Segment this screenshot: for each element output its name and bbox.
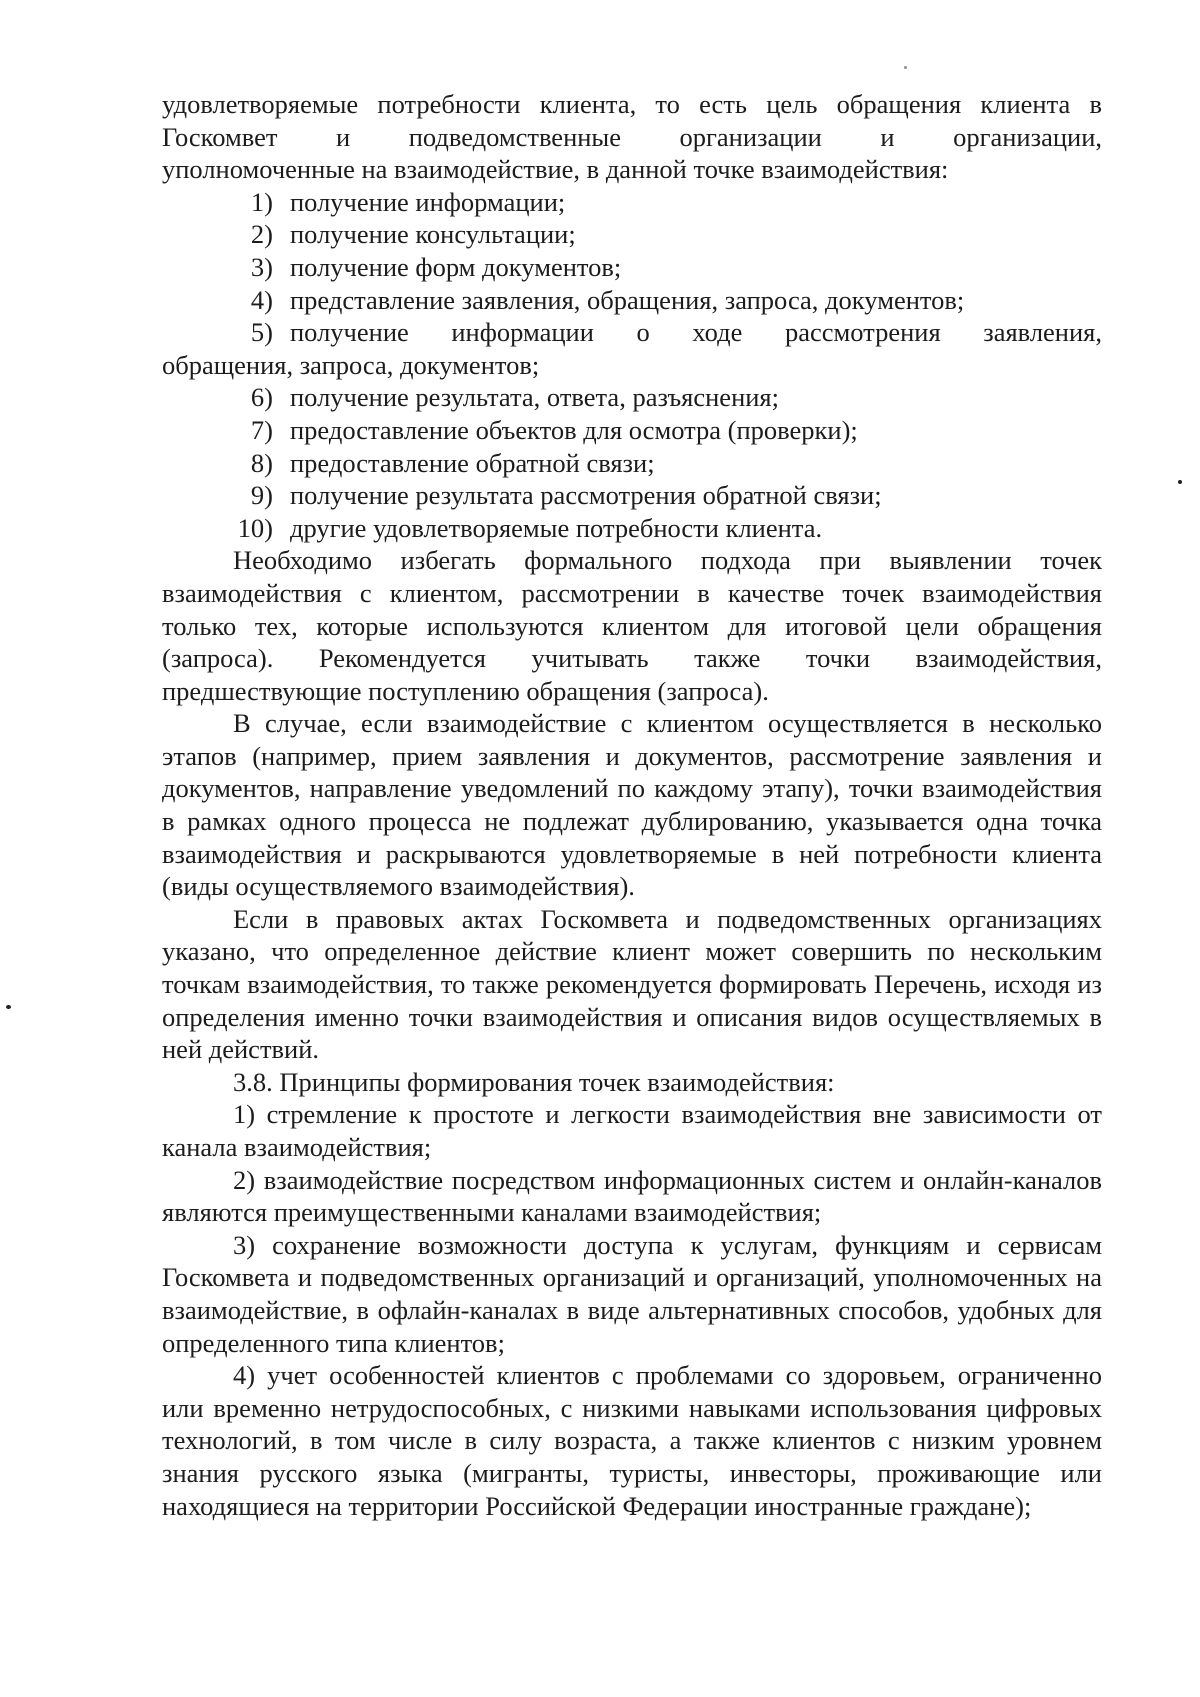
- list-number: 3): [250, 251, 273, 282]
- scan-speck: [6, 1005, 11, 1009]
- intro-line-3: уполномоченные на взаимодействие, в данной точке взаимодействия:: [162, 154, 949, 185]
- list-text: другие удовлетворяемые потребности клиента.: [290, 512, 823, 543]
- list-item: [162, 218, 1102, 251]
- intro-line-1: удовлетворяемые потребности клиента, то есть цель обращения клиента в: [162, 89, 1102, 119]
- paragraph-legal-acts: Если в правовых актах Госкомвета и подведомственных организациях указано, что определенное действие клиент может совершить по нескольким точкам взаимодействия, то также рекомендуется формировать Перечень, исходя из определения именно точки взаимодействия и описания видов осуществляемых в ней действий.: [162, 903, 1102, 1065]
- list-item: [162, 447, 1102, 480]
- section-heading-3-8: 3.8. Принципы формирования точек взаимодействия:: [233, 1066, 835, 1097]
- list-item: [162, 414, 1102, 447]
- list-number: 10): [237, 512, 273, 543]
- list-number: 1): [250, 186, 273, 217]
- list-number: 8): [250, 447, 273, 478]
- list-item: [162, 381, 1102, 414]
- list-number: 7): [250, 414, 273, 445]
- list-text: предоставление объектов для осмотра (проверки);: [290, 414, 858, 445]
- list-number: 9): [250, 480, 273, 511]
- principle-4: 4) учет особенностей клиентов с проблемами со здоровьем, ограниченно или временно нетрудоспособных, с низкими навыками использования цифровых технологий, в том числе в силу возраста, а также клиентов с низким уровнем знания русского языка (мигранты, туристы, инвесторы, проживающие или находящиеся на территории Российской Федерации иностранные граждане);: [162, 1360, 1102, 1521]
- list-text: представление заявления, обращения, запроса, документов;: [290, 284, 965, 315]
- list-text-continuation: обращения, запроса, документов;: [162, 349, 540, 380]
- body-paragraphs: [162, 544, 1102, 1522]
- list-text: получение информации;: [290, 186, 566, 217]
- paragraph-formal-approach: Необходимо избегать формального подхода при выявлении точек взаимодействия с клиентом, рассмотрении в качестве точек взаимодействия только тех, которые используются клиентом для итоговой цели обращения (запроса). Рекомендуется учитывать также точки взаимодействия, предшествующие поступлению обращения (запроса).: [162, 545, 1102, 706]
- list-item: [162, 316, 1102, 349]
- list-number: 2): [250, 219, 273, 250]
- scan-speck: [904, 66, 907, 69]
- list-item: [162, 251, 1102, 284]
- list-text: получение форм документов;: [290, 251, 622, 282]
- list-item: [162, 512, 1102, 545]
- list-number: 5): [250, 317, 273, 348]
- list-text: получение информации о ходе рассмотрения заявления,: [290, 317, 1102, 348]
- principle-1: 1) стремление к простоте и легкости взаимодействия вне зависимости от канала взаимодействия;: [162, 1099, 1102, 1162]
- list-text: получение результата рассмотрения обратной связи;: [290, 480, 882, 511]
- principle-3: 3) сохранение возможности доступа к услугам, функциям и сервисам Госкомвета и подведомственных организаций и организаций, уполномоченных на взаимодействие, в офлайн-каналах в виде альтернативных способов, удобных для определенного типа клиентов;: [162, 1229, 1102, 1358]
- list-number: 6): [250, 382, 273, 413]
- paragraph-stages: В случае, если взаимодействие с клиентом осуществляется в несколько этапов (например, прием заявления и документов, рассмотрение заявления и документов, направление уведомлений по каждому этапу), точки взаимодействия в рамках одного процесса не подлежат дублированию, указывается одна точка взаимодействия и раскрываются удовлетворяемые в ней потребности клиента (виды осуществляемого взаимодействия).: [162, 708, 1102, 902]
- principle-2: 2) взаимодействие посредством информационных систем и онлайн-каналов являются преимущественными каналами взаимодействия;: [162, 1164, 1102, 1228]
- list-text: получение результата, ответа, разъяснения;: [290, 382, 779, 413]
- list-item: [162, 186, 1102, 219]
- intro-line-2: Госкомвет и подведомственные организации и организации,: [162, 121, 1102, 152]
- list-number: 4): [250, 284, 273, 315]
- list-item: [162, 479, 1102, 512]
- scan-speck: [1178, 480, 1182, 484]
- list-item: [162, 284, 1102, 317]
- list-text: получение консультации;: [290, 219, 576, 250]
- list-text: предоставление обратной связи;: [290, 447, 655, 478]
